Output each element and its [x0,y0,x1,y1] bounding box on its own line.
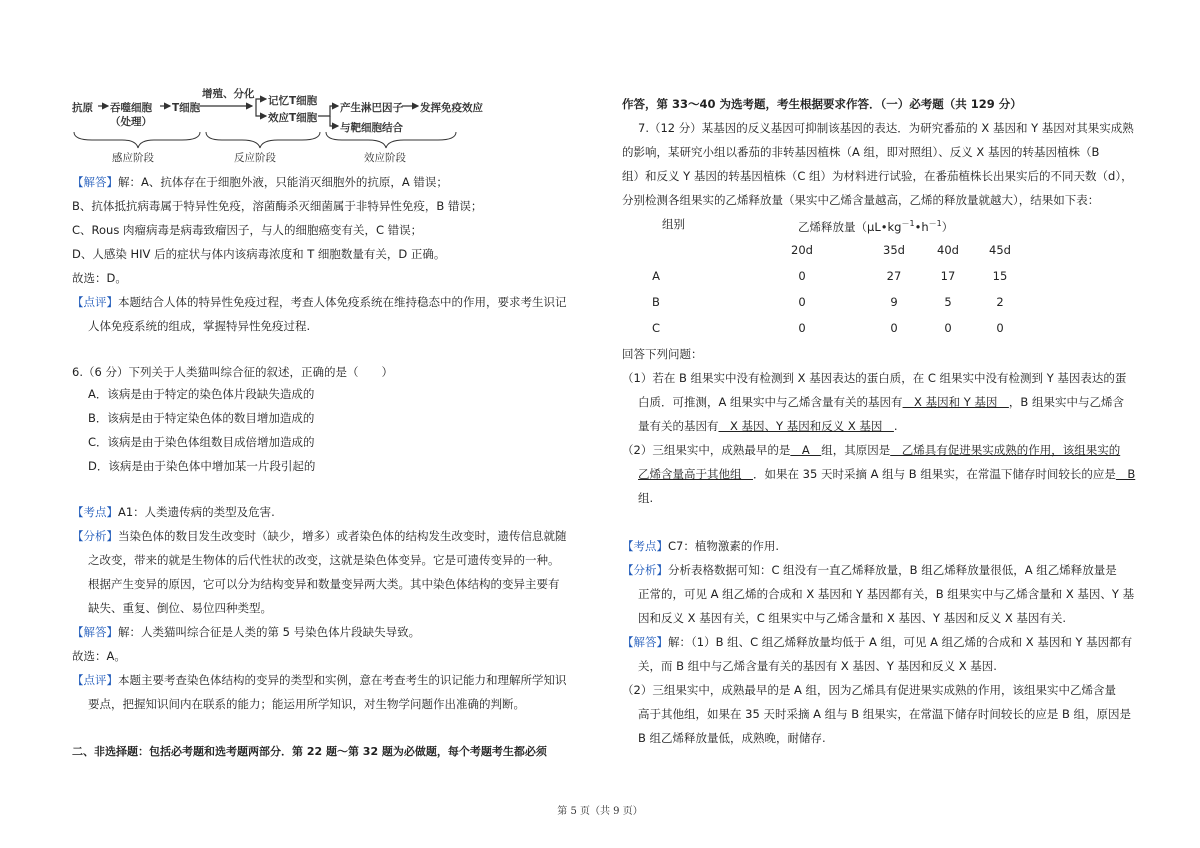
q5-answer-line5: 故选：D。 [72,271,127,285]
table-row-group: A [652,269,660,283]
answer-blank: X 基因和 Y 基因 [902,395,1009,409]
answer-blank: A [790,443,822,457]
table-cell: 0 [798,321,806,335]
diagram-antigen: 抗原 [72,102,93,114]
comment-tag: 【点评】 [72,673,118,687]
point-tag: 【考点】 [622,539,668,553]
diagram-t-cell: T细胞 [172,102,201,114]
immune-process-diagram [72,88,492,172]
diagram-apc: 吞噬细胞 [110,102,152,114]
table-cell: 0 [798,269,806,283]
table-cell: 15 [992,269,1008,283]
q6-analysis-line3: 根据产生变异的原因，它可以分为结构变异和数量变异两大类。其中染色体结构的变异主要有 [88,577,560,591]
q7-analysis-line2: 正常的，可见 A 组乙烯的合成和 X 基因和 Y 基因都有关，B 组果实中与乙烯含量和 X 基因、Y 基 [638,587,1135,601]
answer-blank: B [1115,467,1136,481]
table-row-group: C [651,321,661,335]
q7-stem-line3: 组）和反义 Y 基因的转基因植株（C 组）为材料进行试验，在番茄植株长出果实后的不同天数（d）， [622,169,1133,183]
q5-comment-line1: 【点评】本题结合人体的特异性免疫过程，考查人体免疫系统在维持稳态中的作用，要求考生识记 [72,295,567,309]
point-tag: 【考点】 [72,505,118,519]
diagram-proliferate: 增殖、分化 [202,88,255,100]
answer-blank: 乙烯具有促进果实成熟的作用，该组果实的 [890,443,1121,457]
q5-answer-line3: C、Rous 肉瘤病毒是病毒致瘤因子，与人的细胞癌变有关，C 错误； [72,223,423,237]
q7-answer-line5: B 组乙烯释放量低，成熟晚，耐储存. [638,731,826,745]
table-cell: 0 [944,321,952,335]
table-group-header: 组别 [662,217,685,231]
diagram-effector-t: 效应T细胞 [268,112,318,124]
q6-option-b: B．该病是由于特定染色体的数目增加造成的 [88,411,315,425]
q7-part1-line3: 量有关的基因有 X 基因、Y 基因和反义 X 基因 . [638,419,898,433]
q7-part2-line1: （2）三组果实中，成熟最早的是 A 组，其原因是 乙烯具有促进果实成熟的作用，该组果实的 [622,443,1121,457]
table-measure-header: 乙烯释放量$(\mu L•kg^{-1}•h^{-1})$ [798,219,954,234]
q6-answer-line1: 【解答】解：人类猫叫综合征是人类的第 5 号染色体片段缺失导致。 [72,625,421,639]
q7-part1-line1: （1）若在 B 组果实中没有检测到 X 基因表达的蛋白质，在 C 组果实中没有检测到 Y 基因表达的蛋 [622,371,1127,385]
diagram-bind-target: 与靶细胞结合 [340,122,403,134]
q6-point: 【考点】A1：人类遗传病的类型及危害. [72,505,275,519]
q5-answer-line4: D、人感染 HIV 后的症状与体内该病毒浓度和 T 细胞数量有关，D 正确。 [72,247,446,261]
q7-stem-line4: 分别检测各组果实的乙烯释放量（果实中乙烯含量越高，乙烯的释放量就越大），结果如下表： [622,193,1100,207]
q6-comment-line2: 要点，把握知识间内在联系的能力；能运用所学知识，对生物学问题作出准确的判断。 [88,697,525,711]
section-2-heading: 二、非选择题：包括必考题和选考题两部分．第 22 题～第 32 题为必做题，每个考题考生都必须 [72,745,547,758]
diagram-process: （处理） [110,116,152,128]
table-day-header: 35d [883,243,905,257]
answer-intro: 回答下列问题： [622,347,703,361]
diagram-stage1: 感应阶段 [112,152,154,164]
q7-part2-line3: 组. [638,491,654,505]
answer-tag: 【解答】 [622,635,668,649]
q6-answer-line2: 故选：A。 [72,649,126,663]
table-cell: 0 [798,295,806,309]
diagram-memory-t: 记忆T细胞 [268,95,318,107]
comment-tag: 【点评】 [72,295,118,309]
answer-tag: 【解答】 [72,175,118,189]
table-cell: 9 [890,295,898,309]
table-day-header: 40d [937,243,959,257]
q7-part1-line2: 白质．可推测，A 组果实中与乙烯含量有关的基因有 X 基因和 Y 基因 ，B 组果实中与乙烯含 [638,395,1124,409]
diagram-lymphokine: 产生淋巴因子 [340,102,403,114]
diagram-immune-effect: 发挥免疫效应 [420,102,483,114]
q6-analysis-line4: 缺失、重复、倒位、易位四种类型。 [88,601,272,615]
table-cell: 2 [996,295,1004,309]
table-day-header: 45d [989,243,1011,257]
page-footer: 第 5 页（共 9 页） [557,806,643,817]
section-2-continuation: 作答，第 33～40 为选考题，考生根据要求作答．（一）必考题（共 129 分） [622,97,1022,111]
q6-stem: 6.（6 分）下列关于人类猫叫综合征的叙述，正确的是（ ） [72,365,393,379]
q7-point: 【考点】C7：植物激素的作用. [622,539,780,553]
q6-option-c: C．该病是由于染色体组数目成倍增加造成的 [88,435,315,449]
table-day-header: 20d [791,243,813,257]
analysis-tag: 【分析】 [622,563,668,577]
table-cell: 17 [940,269,956,283]
table-cell: 27 [886,269,902,283]
q6-option-d: D．该病是由于染色体中增加某一片段引起的 [88,459,316,473]
answer-tag: 【解答】 [72,625,118,639]
q7-analysis-line3: 因和反义 X 基因有关，C 组果实中与乙烯含量和 X 基因、Y 基因和反义 X 基因有关. [638,611,1067,625]
q7-part2-line2: 乙烯含量高于其他组 ．如果在 35 天时采摘 A 组与 B 组果实，在常温下储存时间较长的应是 B [638,467,1136,481]
q7-stem-line1: 7.（12 分）某基因的反义基因可抑制该基因的表达．为研究番茄的 X 基因和 Y 基因对其果实成熟 [638,121,1134,135]
q6-analysis-line2: 之改变，带来的就是生物体的后代性状的改变，这就是染色体变异。它是可遗传变异的一种。 [88,553,560,567]
table-cell: 5 [944,295,952,309]
q7-answer-line2: 关，而 B 组中与乙烯含量有关的基因有 X 基因、Y 基因和反义 X 基因. [638,659,997,673]
diagram-stage2: 反应阶段 [234,152,276,164]
q5-answer-line2: B、抗体抵抗病毒属于特异性免疫，溶菌酶杀灭细菌属于非特异性免疫，B 错误； [72,199,483,213]
analysis-tag: 【分析】 [72,529,118,543]
table-cell: 0 [890,321,898,335]
q5-answer-line1: 【解答】解：A、抗体存在于细胞外液，只能消灭细胞外的抗原，A 错误； [72,175,448,189]
q7-answer-line4: 高于其他组，如果在 35 天时采摘 A 组与 B 组果实，在常温下储存时间较长的应是 B 组，原因是 [638,707,1132,721]
q7-stem-line2: 的影响，某研究小组以番茄的非转基因植株（A 组，即对照组）、反义 X 基因的转基因植株（B [622,145,1100,159]
q7-answer-line1: 【解答】解：（1）B 组、C 组乙烯释放量均低于 A 组，可见 A 组乙烯的合成和 X 基因和 Y 基因都有 [622,635,1133,649]
q7-analysis-line1: 【分析】分析表格数据可知：C 组没有一直乙烯释放量，B 组乙烯释放量很低，A 组乙烯释放量是 [622,563,1117,577]
ethylene-table [622,212,1142,342]
q7-answer-line3: （2）三组果实中，成熟最早的是 A 组，因为乙烯具有促进果实成熟的作用，该组果实中乙烯含量 [622,683,1116,697]
q6-comment-line1: 【点评】本题主要考查染色体结构的变异的类型和实例，意在考查考生的识记能力和理解所学知识 [72,673,567,687]
q5-comment-line2: 人体免疫系统的组成，掌握特异性免疫过程. [88,319,311,333]
answer-blank: X 基因、Y 基因和反义 X 基因 [718,419,894,433]
table-cell: 0 [996,321,1004,335]
q6-option-a: A．该病是由于特定的染色体片段缺失造成的 [88,387,315,401]
table-row-group: B [652,295,660,309]
diagram-stage3: 效应阶段 [364,152,406,164]
answer-blank: 乙烯含量高于其他组 [638,467,753,481]
q6-analysis-line1: 【分析】当染色体的数目发生改变时（缺少，增多）或者染色体的结构发生改变时，遗传信息就随 [72,529,567,543]
